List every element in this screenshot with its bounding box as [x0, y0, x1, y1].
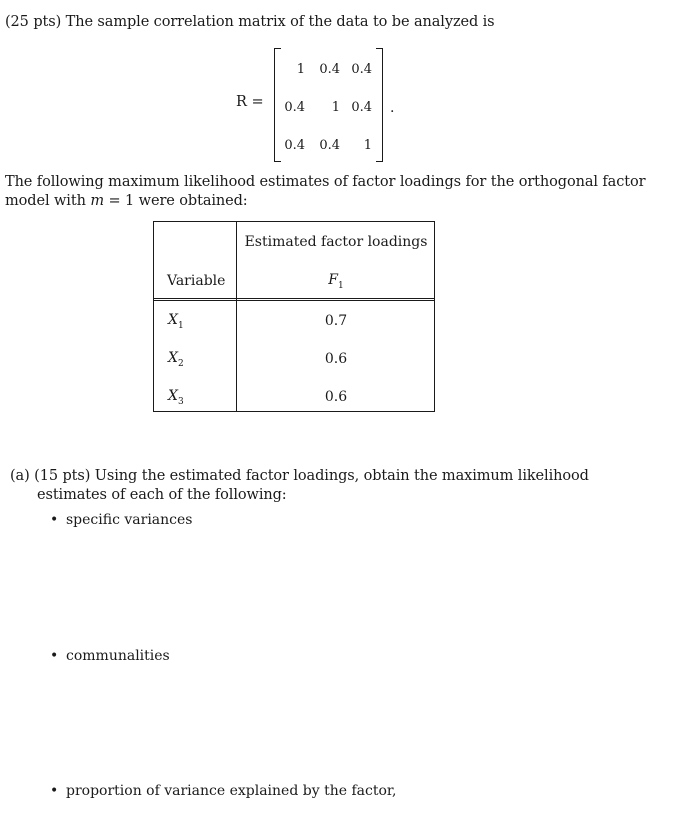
table-row-2-value: 0.6 [324, 351, 348, 367]
matrix-cell-2-2: 1 [331, 100, 340, 115]
bullet-dot-icon: • [50, 783, 59, 799]
matrix-cell-1-3: 0.4 [351, 62, 372, 77]
table-row-1-variable [168, 312, 184, 331]
matrix-cell-2-3: 0.4 [351, 100, 372, 115]
matrix-cell-1-2: 0.4 [319, 62, 340, 77]
factor-subscript: 1 [337, 280, 344, 291]
variable-symbol: X [168, 312, 178, 328]
bullet-item [50, 648, 170, 664]
question-intro: (25 pts) The sample correlation matrix of the data to be analyzed is [5, 14, 495, 30]
bullet-dot-icon: • [50, 648, 59, 664]
part-a-text: (a) (15 pts) Using the estimated factor loadings, obtain the maximum likelihood estimates of each of the following: [10, 468, 589, 503]
description-paragraph [5, 173, 665, 211]
bullet-text: specific variances [66, 512, 193, 528]
table-header-estimated: Estimated factor loadings [244, 234, 428, 250]
table-header-factor [236, 272, 436, 291]
factor-loadings-table [153, 221, 435, 412]
table-row-3-value: 0.6 [324, 389, 348, 405]
paragraph-text-1: The following maximum likelihood estimates of factor loadings for the orthogonal factor model with [5, 174, 646, 209]
table-header-variable: Variable [167, 273, 226, 289]
table-header-rule-double [154, 300, 434, 301]
part-a-prompt [10, 467, 650, 505]
table-row-2-variable [168, 350, 184, 369]
table-header-rule [154, 298, 434, 299]
bullet-dot-icon: • [50, 512, 59, 528]
matrix-right-bracket [376, 48, 383, 162]
table-row-1-value: 0.7 [324, 313, 348, 329]
factor-symbol: F [328, 272, 338, 288]
variable-subscript: 2 [177, 358, 184, 369]
paragraph-math-m: m [90, 193, 104, 209]
variable-symbol: X [168, 350, 178, 366]
bullet-text: communalities [66, 648, 170, 664]
paragraph-text-2: = 1 were obtained: [103, 193, 248, 209]
bullet-item [50, 783, 396, 799]
matrix-cell-3-2: 0.4 [319, 138, 340, 153]
variable-symbol: X [168, 388, 178, 404]
matrix-cell-3-3: 1 [363, 138, 372, 153]
matrix-cell-3-1: 0.4 [284, 138, 305, 153]
matrix-label: R = [236, 94, 264, 110]
matrix-cell-2-1: 0.4 [284, 100, 305, 115]
bullet-text: proportion of variance explained by the factor, [66, 783, 397, 799]
table-row-3-variable [168, 388, 184, 407]
variable-subscript: 3 [177, 396, 184, 407]
matrix-cell-1-1: 1 [296, 62, 305, 77]
variable-subscript: 1 [177, 320, 184, 331]
bullet-item [50, 512, 192, 528]
matrix-period: . [390, 100, 395, 116]
